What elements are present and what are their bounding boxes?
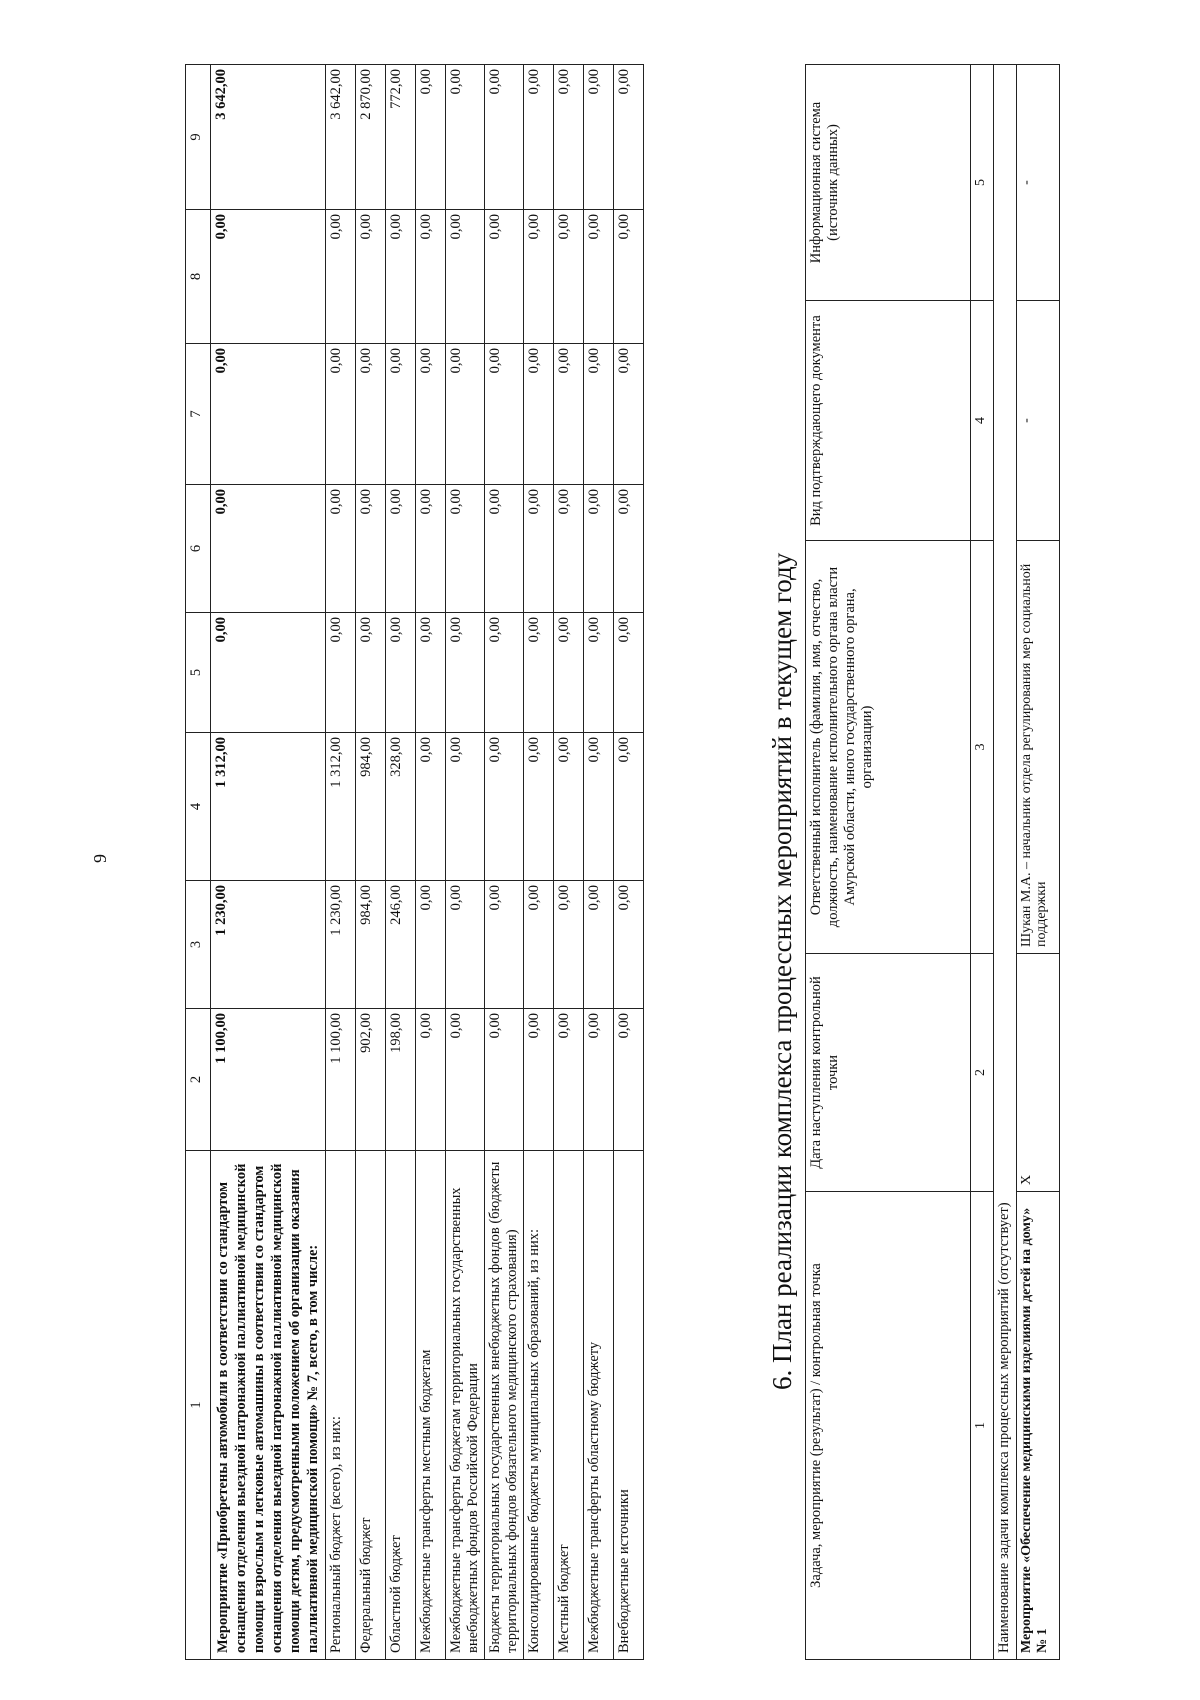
funding-value-cell: 0,00 [485, 485, 524, 613]
funding-header-cell: 3 [186, 881, 211, 1009]
funding-row [386, 65, 416, 1660]
funding-value-cell: 0,00 [524, 344, 554, 485]
plan-number-cell: 3 [971, 541, 994, 954]
funding-value-cell: 0,00 [614, 613, 644, 733]
funding-value-cell: 0,00 [524, 65, 554, 210]
funding-value-cell: 0,00 [614, 733, 644, 881]
funding-header-cell: 2 [186, 1009, 211, 1151]
plan-header-cell: Вид подтверждающего документа [806, 301, 971, 541]
funding-value-cell: 0,00 [356, 613, 386, 733]
plan-number-row [971, 65, 994, 1660]
funding-value-cell: 0,00 [446, 65, 485, 210]
funding-value-cell: 0,00 [356, 485, 386, 613]
funding-value-cell: 0,00 [524, 1009, 554, 1151]
funding-value-cell: 0,00 [446, 733, 485, 881]
plan-number-cell: 2 [971, 954, 994, 1192]
funding-value-cell: 902,00 [356, 1009, 386, 1151]
funding-row-label: Межбюджетные трансферты местным бюджетам [416, 1151, 446, 1660]
page-number: 9 [90, 854, 110, 863]
funding-value-cell: 246,00 [386, 881, 416, 1009]
task-name-cell: Наименование задачи комплекса процессных мероприятий (отсутствует) [994, 65, 1017, 1660]
funding-value-cell: 0,00 [356, 344, 386, 485]
plan-header-cell: Ответственный исполнитель (фамилия, имя, отчество, должность, наименование исполнительного органа власти Амурской области, иного государственного органа, организации) [806, 541, 971, 954]
funding-value-cell: 0,00 [446, 613, 485, 733]
funding-row [485, 65, 524, 1660]
funding-value-cell: 1 312,00 [326, 733, 356, 881]
funding-value-cell: 2 870,00 [356, 65, 386, 210]
funding-value-cell: 0,00 [446, 485, 485, 613]
funding-row [524, 65, 554, 1660]
event-responsible-cell: Шукан М.А. – начальник отдела регулирования мер социальной поддержки [1017, 541, 1060, 954]
funding-value-cell: 0,00 [416, 65, 446, 210]
funding-value-cell: 0,00 [614, 485, 644, 613]
plan-number-cell: 4 [971, 301, 994, 541]
funding-value-cell: 0,00 [554, 485, 584, 613]
funding-value-cell: 0,00 [584, 613, 614, 733]
funding-value-cell: 1 230,00 [326, 881, 356, 1009]
funding-row-label: Местный бюджет [554, 1151, 584, 1660]
funding-value-cell: 0,00 [614, 210, 644, 344]
funding-value-cell: 0,00 [416, 881, 446, 1009]
funding-value-cell: 0,00 [416, 485, 446, 613]
funding-value-cell: 1 100,00 [211, 1009, 326, 1151]
funding-value-cell: 1 100,00 [326, 1009, 356, 1151]
plan-table [805, 64, 1060, 1660]
funding-value-cell: 0,00 [614, 1009, 644, 1151]
funding-value-cell: 0,00 [584, 485, 614, 613]
funding-value-cell: 0,00 [554, 733, 584, 881]
funding-value-cell: 0,00 [416, 733, 446, 881]
funding-value-cell: 0,00 [211, 485, 326, 613]
funding-value-cell: 0,00 [356, 210, 386, 344]
funding-value-cell: 0,00 [485, 881, 524, 1009]
plan-header-cell: Информационная система (источник данных) [806, 65, 971, 301]
funding-value-cell: 0,00 [584, 344, 614, 485]
funding-value-cell: 0,00 [485, 65, 524, 210]
funding-value-cell: 0,00 [326, 485, 356, 613]
funding-value-cell: 0,00 [386, 344, 416, 485]
funding-header-cell: 7 [186, 344, 211, 485]
funding-value-cell: 0,00 [446, 1009, 485, 1151]
funding-value-cell: 772,00 [386, 65, 416, 210]
funding-value-cell: 0,00 [386, 210, 416, 344]
funding-value-cell: 0,00 [446, 881, 485, 1009]
funding-value-cell: 198,00 [386, 1009, 416, 1151]
funding-value-cell: 0,00 [524, 881, 554, 1009]
funding-row-label: Федеральный бюджет [356, 1151, 386, 1660]
funding-row [446, 65, 485, 1660]
funding-value-cell: 0,00 [446, 210, 485, 344]
funding-value-cell: 984,00 [356, 881, 386, 1009]
plan-header-cell: Дата наступления контрольной точки [806, 954, 971, 1192]
funding-row-label: Бюджеты территориальных государственных внебюджетных фондов (бюджеты территориальных фондов обязательного медицинского страхования) [485, 1151, 524, 1660]
event-system-cell: - [1017, 65, 1060, 301]
funding-value-cell: 0,00 [614, 881, 644, 1009]
funding-value-cell: 0,00 [524, 733, 554, 881]
event-doc-cell: - [1017, 301, 1060, 541]
funding-value-cell: 0,00 [211, 344, 326, 485]
plan-header-cell: Задача, мероприятие (результат) / контрольная точка [806, 1192, 971, 1660]
event-name-cell: Мероприятие «Обеспечение медицинскими изделиями детей на дому» № 1 [1017, 1192, 1060, 1660]
funding-row-label: Консолидированные бюджеты муниципальных образований, из них: [524, 1151, 554, 1660]
funding-value-cell: 3 642,00 [211, 65, 326, 210]
funding-value-cell: 0,00 [416, 1009, 446, 1151]
funding-value-cell: 0,00 [584, 881, 614, 1009]
rotated-page-content [15, 60, 1155, 1660]
funding-header-row [186, 65, 211, 1660]
funding-value-cell: 0,00 [485, 1009, 524, 1151]
funding-value-cell: 0,00 [554, 613, 584, 733]
funding-value-cell: 0,00 [386, 613, 416, 733]
funding-row-label: Межбюджетные трансферты областному бюджету [584, 1151, 614, 1660]
funding-value-cell: 984,00 [356, 733, 386, 881]
funding-value-cell: 0,00 [326, 613, 356, 733]
funding-value-cell: 0,00 [524, 613, 554, 733]
event-date-cell: Х [1017, 954, 1060, 1192]
funding-value-cell: 0,00 [584, 65, 614, 210]
funding-header-cell: 6 [186, 485, 211, 613]
funding-value-cell: 3 642,00 [326, 65, 356, 210]
funding-header-cell: 5 [186, 613, 211, 733]
funding-value-cell: 0,00 [416, 210, 446, 344]
funding-value-cell: 0,00 [485, 613, 524, 733]
section-title: 6. План реализации комплекса процессных мероприятий в текущем году [767, 552, 797, 1390]
funding-header-cell: 8 [186, 210, 211, 344]
funding-row-label: Межбюджетные трансферты бюджетам территориальных государственных внебюджетных фондов Российской Федерации [446, 1151, 485, 1660]
funding-row-label: Областной бюджет [386, 1151, 416, 1660]
funding-value-cell: 0,00 [485, 344, 524, 485]
funding-row [584, 65, 614, 1660]
funding-value-cell: 0,00 [554, 344, 584, 485]
funding-value-cell: 1 312,00 [211, 733, 326, 881]
funding-value-cell: 0,00 [584, 733, 614, 881]
funding-value-cell: 0,00 [446, 344, 485, 485]
plan-number-cell: 5 [971, 65, 994, 301]
funding-value-cell: 0,00 [554, 1009, 584, 1151]
funding-value-cell: 0,00 [524, 485, 554, 613]
event-row [1017, 65, 1060, 1660]
funding-value-cell: 0,00 [416, 344, 446, 485]
funding-header-cell: 1 [186, 1151, 211, 1660]
funding-value-cell: 0,00 [326, 344, 356, 485]
funding-row [211, 65, 326, 1660]
funding-row-label: Внебюджетные источники [614, 1151, 644, 1660]
funding-value-cell: 1 230,00 [211, 881, 326, 1009]
funding-row [554, 65, 584, 1660]
funding-value-cell: 0,00 [211, 210, 326, 344]
funding-row [416, 65, 446, 1660]
funding-row [356, 65, 386, 1660]
funding-value-cell: 0,00 [485, 210, 524, 344]
funding-row-label: Мероприятие «Приобретены автомобили в соответствии со стандартом оснащения отделения выездной патронажной паллиативной медицинской помощи взрослым и легковые автомашины в соответствии со стандартом оснащения отделения выездной патронажной паллиативной медицинской помощи детям, предусмотренными положением об организации оказания паллиативной медицинской помощи» № 7, всего, в том числе: [211, 1151, 326, 1660]
funding-header-cell: 4 [186, 733, 211, 881]
funding-value-cell: 0,00 [614, 344, 644, 485]
plan-header-row [806, 65, 971, 1660]
funding-value-cell: 0,00 [584, 210, 614, 344]
funding-table [185, 64, 644, 1660]
funding-value-cell: 0,00 [211, 613, 326, 733]
funding-value-cell: 0,00 [386, 485, 416, 613]
funding-value-cell: 0,00 [554, 65, 584, 210]
funding-value-cell: 0,00 [584, 1009, 614, 1151]
funding-value-cell: 0,00 [554, 881, 584, 1009]
funding-header-cell: 9 [186, 65, 211, 210]
funding-row [326, 65, 356, 1660]
funding-value-cell: 328,00 [386, 733, 416, 881]
plan-number-cell: 1 [971, 1192, 994, 1660]
funding-row-label: Региональный бюджет (всего), из них: [326, 1151, 356, 1660]
funding-value-cell: 0,00 [485, 733, 524, 881]
funding-value-cell: 0,00 [326, 210, 356, 344]
funding-value-cell: 0,00 [614, 65, 644, 210]
funding-value-cell: 0,00 [524, 210, 554, 344]
funding-row [614, 65, 644, 1660]
funding-value-cell: 0,00 [416, 613, 446, 733]
funding-value-cell: 0,00 [554, 210, 584, 344]
task-row [994, 65, 1017, 1660]
